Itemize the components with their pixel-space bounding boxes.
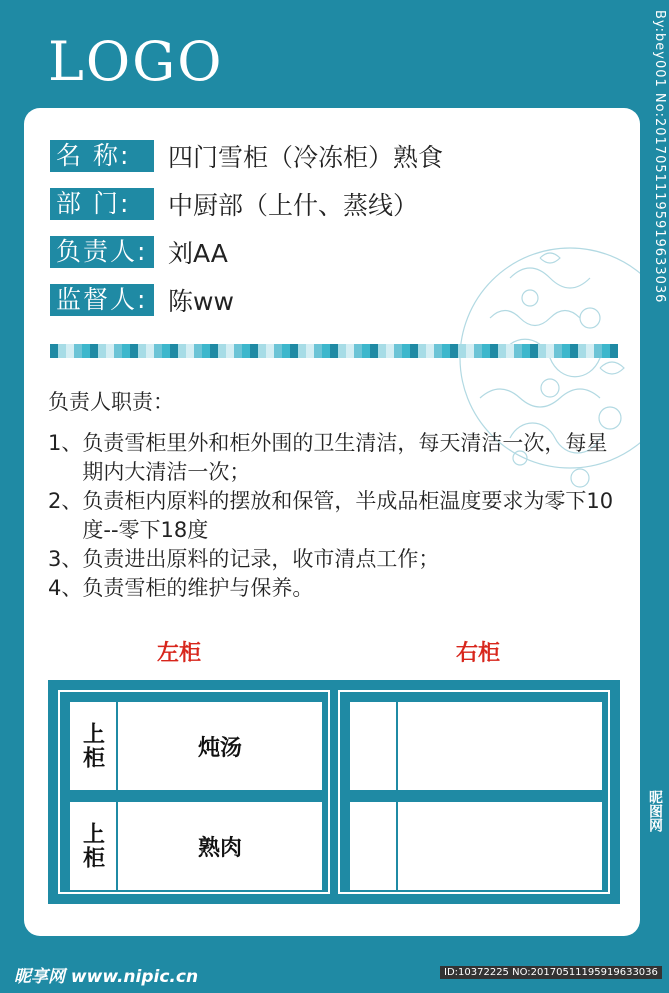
shelf-content: 熟肉: [197, 834, 242, 861]
duty-item: [48, 574, 623, 603]
duty-number: 3、: [48, 547, 83, 571]
side-watermark-brand: 昵图网: [647, 790, 663, 832]
right-cabinet-label: 右柜: [456, 640, 501, 666]
sign-card: [24, 108, 640, 936]
info-value-responsible: 刘AA: [168, 239, 228, 268]
shelf-content-cell: [116, 800, 324, 892]
duty-number: 1、: [48, 431, 83, 455]
shelf-content: 炖汤: [197, 734, 242, 761]
shelf-content-cell: [396, 700, 604, 792]
duty-text: 负责进出原料的记录，收市清点工作；: [82, 547, 440, 571]
left-cabinet-panel: [58, 690, 330, 894]
side-watermark: By:bey001 No:20170511195919633036: [652, 10, 667, 304]
duty-item: [48, 429, 623, 487]
cabinet-diagram: [48, 680, 620, 904]
info-value-name: 四门雪柜（冷冻柜）熟食: [168, 143, 444, 172]
shelf-content-cell: [116, 700, 324, 792]
duty-item: [48, 545, 623, 574]
info-label-name: 名 称:: [50, 140, 154, 172]
info-label-department: 部 门:: [50, 188, 154, 220]
shelf-label: 上柜: [79, 822, 106, 870]
info-row-department: [50, 188, 418, 220]
duty-number: 4、: [48, 576, 83, 600]
info-row-name: [50, 140, 443, 172]
bottom-watermark-bar: [0, 956, 669, 993]
duty-text: 负责雪柜的维护与保养。: [82, 576, 314, 600]
duties-title: 负责人职责：: [48, 390, 174, 414]
info-row-responsible: [50, 236, 228, 268]
info-label-supervisor: 监督人:: [50, 284, 154, 316]
duties-section: [48, 388, 623, 603]
shelf-label-cell: [348, 800, 398, 892]
left-cabinet-label: 左柜: [157, 640, 202, 666]
info-row-supervisor: [50, 284, 234, 316]
info-label-responsible: 负责人:: [50, 236, 154, 268]
duty-text: 负责柜内原料的摆放和保管，半成品柜温度要求为零下10度--零下18度: [82, 489, 614, 542]
mosaic-divider: [50, 344, 618, 358]
bottom-brand-watermark: 昵享网 www.nipic.cn: [14, 967, 199, 987]
info-value-department: 中厨部（上什、蒸线）: [168, 191, 419, 220]
duty-number: 2、: [48, 489, 83, 513]
logo-text: LOGO: [48, 30, 224, 93]
shelf-label-cell: [68, 700, 118, 792]
shelf-content-cell: [396, 800, 604, 892]
info-value-supervisor: 陈ww: [168, 287, 234, 316]
bottom-id-watermark: ID:10372225 NO:20170511195919633036: [440, 966, 662, 979]
duty-text: 负责雪柜里外和柜外围的卫生清洁，每天清洁一次，每星期内大清洁一次；: [82, 431, 608, 484]
shelf-label: 上柜: [79, 722, 106, 770]
duty-item: [48, 487, 623, 545]
shelf-label-cell: [348, 700, 398, 792]
right-cabinet-panel: [338, 690, 610, 894]
shelf-label-cell: [68, 800, 118, 892]
